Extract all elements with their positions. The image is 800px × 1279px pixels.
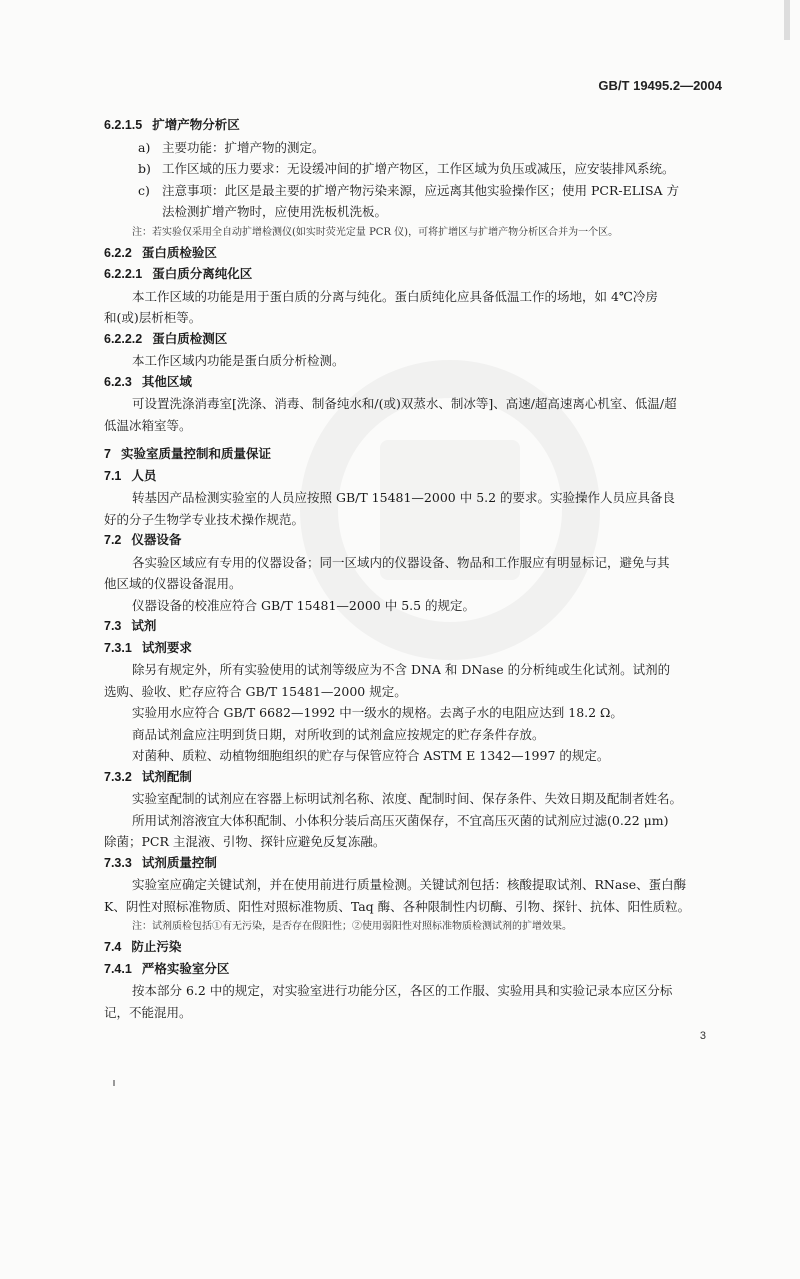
section-heading xyxy=(104,444,720,466)
list-item-text: 主要功能：扩增产物的测定。 xyxy=(162,139,325,155)
section-title: 试剂质量控制 xyxy=(141,855,217,870)
list-item xyxy=(104,158,720,180)
section-number: 7.4.1 xyxy=(104,961,132,976)
paragraph-line: 实验室应确定关键试剂，并在使用前进行质量检测。关键试剂包括：核酸提取试剂、RNase、蛋白酶 xyxy=(132,877,687,892)
section-title: 严格实验室分区 xyxy=(141,961,230,976)
section-number: 6.2.3 xyxy=(104,374,132,389)
list-item-text: 注意事项：此区是最主要的扩增产物污染来源，应远离其他实验操作区；使用 PCR-ELISA 方 xyxy=(162,182,680,198)
paragraph-line: 商品试剂盒应注明到货日期，对所收到的试剂盒应按规定的贮存条件存放。 xyxy=(132,726,545,742)
paragraph-line: 他区域的仪器设备混用。 xyxy=(104,576,242,591)
paragraph-line: 除菌；PCR 主混液、引物、探针应避免反复冻融。 xyxy=(104,834,386,849)
paragraph-line: 记，不能混用。 xyxy=(104,1004,192,1020)
section-heading xyxy=(104,115,720,137)
list-item-label: b) xyxy=(138,161,151,176)
section-heading xyxy=(104,530,720,552)
note-text: 注：若实验仅采用全自动扩增检测仪(如实时荧光定量 PCR 仪)，可将扩增区与扩增产物分析区合并为一个区。 xyxy=(132,226,619,238)
section-heading xyxy=(104,638,720,660)
section-title: 实验室质量控制和质量保证 xyxy=(120,447,271,461)
section-number: 6.2.2.2 xyxy=(104,331,143,346)
section-title: 试剂要求 xyxy=(141,640,192,655)
paragraph-line: 按本部分 6.2 中的规定，对实验室进行功能分区，各区的工作服、实验用具和实验记录本应区分标 xyxy=(132,983,673,998)
section-number: 7.3.3 xyxy=(104,855,132,870)
section-heading xyxy=(104,264,720,286)
section-title: 蛋白质检测区 xyxy=(152,331,228,346)
section-heading xyxy=(104,372,720,394)
section-title: 人员 xyxy=(131,468,157,483)
note-text: 注：试剂质检包括①有无污染，是否存在假阳性；②使用弱阳性对照标准物质检测试剂的扩增效果。 xyxy=(132,921,572,932)
section-number: 7.4 xyxy=(104,940,122,954)
list-item-label: a) xyxy=(138,139,151,155)
section-number: 6.2.2 xyxy=(104,245,132,260)
paragraph-line: 对菌种、质粒、动植物细胞组织的贮存与保管应符合 ASTM E 1342—1997 的规定。 xyxy=(132,748,610,763)
paragraph-line: 好的分子生物学专业技术操作规范。 xyxy=(104,511,305,527)
section-heading xyxy=(104,853,720,875)
document-body xyxy=(104,115,720,1023)
paragraph-line: 本工作区域的功能是用于蛋白质的分离与纯化。蛋白质纯化应具备低温工作的场地，如 4℃冷房 xyxy=(132,288,658,304)
page-number: 3 xyxy=(699,1030,706,1042)
standard-code: GB/T 19495.2—2004 xyxy=(598,78,722,93)
section-number: 7.2 xyxy=(104,533,122,547)
spacer xyxy=(104,436,720,444)
list-item xyxy=(104,180,720,202)
section-heading xyxy=(104,767,720,789)
paragraph-line: 和(或)层析柜等。 xyxy=(104,310,202,325)
section-title: 试剂配制 xyxy=(141,769,192,784)
paragraph-line: 选购、验收、贮存应符合 GB/T 15481—2000 规定。 xyxy=(104,683,407,699)
scan-edge-mark xyxy=(784,0,790,40)
section-title: 其他区域 xyxy=(141,374,192,389)
section-number: 6.2.1.5 xyxy=(104,118,143,132)
section-heading xyxy=(104,243,720,265)
paragraph-line: 实验室配制的试剂应在容器上标明试剂名称、浓度、配制时间、保存条件、失效日期及配制者姓名。 xyxy=(132,791,683,806)
section-title: 仪器设备 xyxy=(131,533,182,547)
section-heading xyxy=(104,466,720,488)
section-number: 7 xyxy=(104,447,111,461)
section-heading xyxy=(104,959,720,981)
section-heading xyxy=(104,937,720,959)
section-title: 扩增产物分析区 xyxy=(152,118,240,132)
paragraph-line: 本工作区域内功能是蛋白质分析检测。 xyxy=(132,353,345,368)
section-number: 7.3.2 xyxy=(104,769,132,784)
paragraph-line: 法检测扩增产物时，应使用洗板机洗板。 xyxy=(162,204,388,219)
scan-tick-mark xyxy=(113,1080,115,1086)
paragraph-line: K、阴性对照标准物质、阳性对照标准物质、Taq 酶、各种限制性内切酶、引物、探针、抗体、阳性质粒。 xyxy=(104,898,691,914)
section-heading xyxy=(104,329,720,351)
section-number: 7.3.1 xyxy=(104,640,132,655)
paragraph-line: 转基因产品检测实验室的人员应按照 GB/T 15481—2000 中 5.2 的要求。实验操作人员应具备良 xyxy=(132,490,676,505)
section-title: 试剂 xyxy=(131,619,157,633)
section-title: 防止污染 xyxy=(131,940,182,954)
section-title: 蛋白质检验区 xyxy=(141,245,217,260)
section-number: 7.3 xyxy=(104,619,122,633)
paragraph-line: 可设置洗涤消毒室[洗涤、消毒、制备纯水和/(或)双蒸水、制冰等]、高速/超高速离心机室、低温/超 xyxy=(132,396,677,411)
paragraph-line: 各实验区域应有专用的仪器设备；同一区域内的仪器设备、物品和工作服应有明显标记，避免与其 xyxy=(132,554,670,570)
paragraph-line: 除另有规定外，所有实验使用的试剂等级应为不含 DNA 和 DNase 的分析纯或生化试剂。试剂的 xyxy=(132,662,671,677)
section-title: 蛋白质分离纯化区 xyxy=(152,267,253,281)
section-number: 6.2.2.1 xyxy=(104,267,143,281)
list-item-label: c) xyxy=(138,182,150,198)
paragraph-line: 所用试剂溶液宜大体积配制、小体积分装后高压灭菌保存，不宜高压灭菌的试剂应过滤(0.22 μm) xyxy=(132,812,669,828)
paragraph-line: 仪器设备的校准应符合 GB/T 15481—2000 中 5.5 的规定。 xyxy=(132,597,476,613)
paragraph-line: 低温冰箱室等。 xyxy=(104,417,192,433)
list-item-text: 工作区域的压力要求：无设缓冲间的扩增产物区，工作区域为负压或减压，应安装排风系统。 xyxy=(162,161,675,176)
list-item xyxy=(104,137,720,159)
section-heading xyxy=(104,616,720,638)
section-number: 7.1 xyxy=(104,468,122,483)
paragraph-line: 实验用水应符合 GB/T 6682—1992 中一级水的规格。去离子水的电阻应达到 18.2 Ω。 xyxy=(132,705,623,720)
